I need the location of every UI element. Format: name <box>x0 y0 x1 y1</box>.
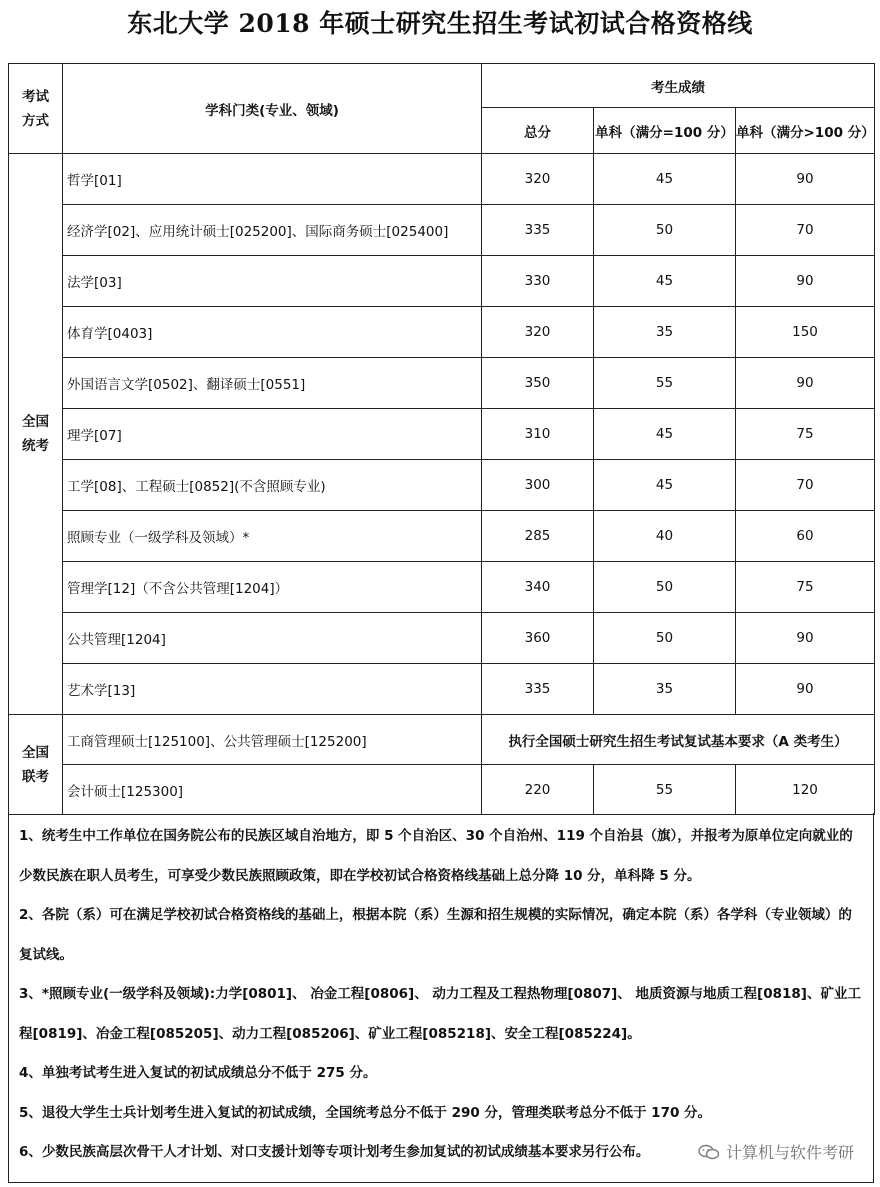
total-score-cell: 220 <box>482 765 594 815</box>
table-row <box>9 409 875 460</box>
single-over-100-score-cell: 90 <box>736 256 875 307</box>
watermark-text: 计算机与软件考研 <box>725 1143 854 1162</box>
subject-cell: 哲学[01] <box>63 154 482 205</box>
header-subject: 学科门类(专业、领域) <box>63 64 482 154</box>
table-row <box>9 664 875 715</box>
single-over-100-score-cell: 70 <box>736 205 875 256</box>
single-100-score-cell: 55 <box>594 358 736 409</box>
header-method-text: 考试 方式 <box>22 88 49 129</box>
table-row <box>9 562 875 613</box>
subject-cell: 工商管理硕士[125100]、公共管理硕士[125200] <box>63 715 482 765</box>
total-score-cell: 330 <box>482 256 594 307</box>
table-row <box>9 358 875 409</box>
subject-cell: 经济学[02]、应用统计硕士[025200]、国际商务硕士[025400] <box>63 205 482 256</box>
single-100-score-cell: 45 <box>594 409 736 460</box>
single-over-100-score-cell: 90 <box>736 664 875 715</box>
subject-cell: 会计硕士[125300] <box>63 765 482 815</box>
header-single-over-100: 单科（满分>100 分） <box>736 108 875 154</box>
header-scores: 考生成绩 <box>482 64 875 108</box>
notes-section <box>8 813 874 1183</box>
total-score-cell: 340 <box>482 562 594 613</box>
note-item: 2、各院（系）可在满足学校初试合格资格线的基础上，根据本院（系）生源和招生规模的实际情况，确定本院（系）各学科（专业领域）的复试线。 <box>19 907 852 963</box>
total-score-cell: 320 <box>482 307 594 358</box>
note-item: 4、单独考试考生进入复试的初试成绩总分不低于 275 分。 <box>19 1065 377 1081</box>
single-over-100-score-cell: 120 <box>736 765 875 815</box>
single-100-score-cell: 45 <box>594 256 736 307</box>
single-over-100-score-cell: 150 <box>736 307 875 358</box>
total-score-cell: 360 <box>482 613 594 664</box>
single-100-score-cell: 45 <box>594 154 736 205</box>
subject-cell: 照顾专业（一级学科及领域）* <box>63 511 482 562</box>
single-over-100-score-cell: 75 <box>736 562 875 613</box>
single-over-100-score-cell: 90 <box>736 613 875 664</box>
single-over-100-score-cell: 90 <box>736 154 875 205</box>
subject-cell: 法学[03] <box>63 256 482 307</box>
subject-cell: 体育学[0403] <box>63 307 482 358</box>
single-over-100-score-cell: 90 <box>736 358 875 409</box>
single-over-100-score-cell: 70 <box>736 460 875 511</box>
table-row <box>9 613 875 664</box>
subject-cell: 公共管理[1204] <box>63 613 482 664</box>
subject-cell: 艺术学[13] <box>63 664 482 715</box>
score-table <box>8 63 875 815</box>
total-score-cell: 335 <box>482 205 594 256</box>
table-row <box>9 460 875 511</box>
total-score-cell: 320 <box>482 154 594 205</box>
table-row <box>9 154 875 205</box>
page-title: 东北大学 2018 年硕士研究生招生考试初试合格资格线 <box>127 9 753 38</box>
single-over-100-score-cell: 75 <box>736 409 875 460</box>
single-100-score-cell: 50 <box>594 205 736 256</box>
single-100-score-cell: 50 <box>594 613 736 664</box>
subject-cell: 外国语言文学[0502]、翻译硕士[0551] <box>63 358 482 409</box>
single-100-score-cell: 55 <box>594 765 736 815</box>
header-method <box>9 64 63 154</box>
single-100-score-cell: 50 <box>594 562 736 613</box>
subject-cell: 工学[08]、工程硕士[0852](不含照顾专业) <box>63 460 482 511</box>
merged-requirement-cell: 执行全国硕士研究生招生考试复试基本要求（A 类考生） <box>482 715 875 765</box>
total-score-cell: 300 <box>482 460 594 511</box>
total-score-cell: 310 <box>482 409 594 460</box>
total-score-cell: 350 <box>482 358 594 409</box>
note-item: 5、退役大学生士兵计划考生进入复试的初试成绩，全国统考总分不低于 290 分，管理类联考总分不低于 170 分。 <box>19 1104 712 1121</box>
subject-cell: 管理学[12]（不含公共管理[1204]） <box>63 562 482 613</box>
single-100-score-cell: 40 <box>594 511 736 562</box>
header-single-100: 单科（满分=100 分） <box>594 108 736 154</box>
exam-method-cell <box>9 154 63 715</box>
total-score-cell: 335 <box>482 664 594 715</box>
note-item: 3、*照顾专业(一级学科及领域):力学[0801]、 冶金工程[0806]、 动力工程及工程热物理[0807]、 地质资源与地质工程[0818]、矿业工程[0819]、冶金工程[085205]、动力工程[085206]、矿业工程[085218]、安全工程[085224]。 <box>19 986 861 1042</box>
total-score-cell: 285 <box>482 511 594 562</box>
wechat-icon <box>698 1144 720 1160</box>
single-over-100-score-cell: 60 <box>736 511 875 562</box>
subject-cell: 理学[07] <box>63 409 482 460</box>
table-row <box>9 256 875 307</box>
single-100-score-cell: 35 <box>594 664 736 715</box>
exam-method-text: 全国 统考 <box>22 414 49 454</box>
note-item: 1、统考生中工作单位在国务院公布的民族区域自治地方，即 5 个自治区、30 个自治州、119 个自治县（旗），并报考为原单位定向就业的少数民族在职人员考生，可享受少数民族照顾政策，即在学校初试合格资格线基础上总分降 10 分，单科降 5 分。 <box>19 828 853 884</box>
table-row <box>9 511 875 562</box>
note-item: 6、少数民族高层次骨干人才计划、对口支援计划等专项计划考生参加复试的初试成绩基本要求另行公布。 <box>19 1144 650 1160</box>
table-row <box>9 715 875 765</box>
table-row <box>9 307 875 358</box>
header-total: 总分 <box>482 108 594 154</box>
single-100-score-cell: 35 <box>594 307 736 358</box>
table-row <box>9 205 875 256</box>
exam-method-cell <box>9 715 63 815</box>
table-row <box>9 765 875 815</box>
watermark <box>698 1140 854 1163</box>
exam-method-text: 全国 联考 <box>22 744 49 785</box>
single-100-score-cell: 45 <box>594 460 736 511</box>
